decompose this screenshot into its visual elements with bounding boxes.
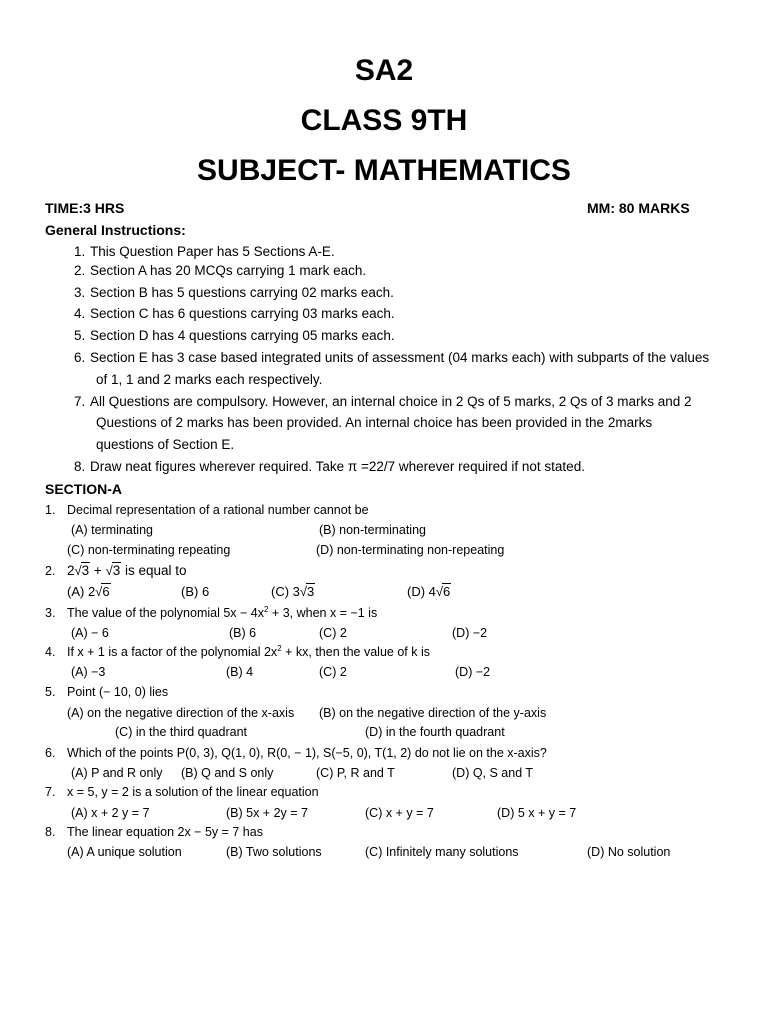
option-c: (C) 2	[319, 665, 347, 679]
max-marks-label: MM: 80 MARKS	[587, 200, 690, 216]
instruction-text-cont: questions of Section E.	[96, 437, 235, 452]
sqrt-expression: √3	[105, 563, 121, 578]
instruction-number: 2.	[74, 263, 86, 278]
paper-title-subject: SUBJECT- MATHEMATICS	[197, 154, 571, 187]
option-a: (A) on the negative direction of the x-axis	[67, 706, 295, 720]
question-number: 6.	[45, 746, 56, 760]
question-number: 2.	[45, 564, 56, 578]
instruction-number: 1.	[74, 244, 86, 259]
option-b: (B) on the negative direction of the y-axis	[319, 706, 547, 720]
option-c: (C) 2	[319, 626, 347, 640]
instruction-number: 4.	[74, 306, 86, 321]
instruction-text: Section B has 5 questions carrying 02 marks each.	[90, 285, 394, 300]
option-d: (D) Q, S and T	[452, 766, 534, 780]
sqrt-expression: √3	[74, 563, 90, 578]
option-b: (B) 6	[181, 584, 210, 599]
option-a: (A) −3	[71, 665, 106, 679]
instructions-heading: General Instructions:	[45, 222, 186, 238]
option-b: (B) 4	[226, 665, 254, 679]
option-a: (A) P and R only	[71, 766, 163, 780]
question-number: 3.	[45, 606, 56, 620]
instruction-text: Section E has 3 case based integrated units of assessment (04 marks each) with subparts of the values	[90, 350, 710, 365]
option-d: (D) non-terminating non-repeating	[316, 543, 505, 557]
question-text: 2√3 + √3 is equal to	[67, 563, 187, 578]
time-label: TIME:3 HRS	[45, 200, 125, 216]
section-a-heading: SECTION-A	[45, 481, 122, 497]
question-number: 7.	[45, 785, 56, 799]
option-a: (A) 2√6	[67, 584, 110, 599]
option-d: (D) in the fourth quadrant	[365, 725, 505, 739]
instruction-text-cont: Questions of 2 marks has been provided. An internal choice has been provided in the 2marks	[96, 415, 653, 430]
option-d: (D) No solution	[587, 845, 671, 859]
instruction-number: 5.	[74, 328, 86, 343]
option-b: (B) Two solutions	[226, 845, 322, 859]
instruction-text: Section A has 20 MCQs carrying 1 mark each.	[90, 263, 367, 278]
paper-title-class: CLASS 9TH	[300, 104, 468, 137]
option-b: (B) Q and S only	[181, 766, 274, 780]
option-b: (B) non-terminating	[319, 523, 426, 537]
question-text: Decimal representation of a rational number cannot be	[67, 503, 369, 517]
option-a: (A) x + 2 y = 7	[71, 806, 150, 820]
option-a: (A) terminating	[71, 523, 153, 537]
instruction-text: All Questions are compulsory. However, an internal choice in 2 Qs of 5 marks, 2 Qs of 3 marks and 2	[90, 394, 692, 409]
instruction-text: Section D has 4 questions carrying 05 marks each.	[90, 328, 395, 343]
instruction-number: 6.	[74, 350, 86, 365]
instruction-text: Section C has 6 questions carrying 03 marks each.	[90, 306, 395, 321]
instruction-text: This Question Paper has 5 Sections A-E.	[90, 244, 335, 259]
option-c: (C) non-terminating repeating	[67, 543, 231, 557]
instruction-number: 3.	[74, 285, 86, 300]
option-b: (B) 6	[229, 626, 257, 640]
question-number: 5.	[45, 685, 56, 699]
instruction-number: 8.	[74, 459, 86, 474]
instruction-text-cont: of 1, 1 and 2 marks each respectively.	[96, 372, 323, 387]
question-number: 8.	[45, 825, 56, 839]
option-d: (D) 5 x + y = 7	[497, 806, 577, 820]
option-c: (C) Infinitely many solutions	[365, 845, 519, 859]
option-d: (D) −2	[455, 665, 491, 679]
option-c: (C) in the third quadrant	[115, 725, 248, 739]
option-d: (D) 4√6	[407, 584, 451, 599]
option-d: (D) −2	[452, 626, 488, 640]
instruction-number: 7.	[74, 394, 86, 409]
option-c: (C) x + y = 7	[365, 806, 434, 820]
question-text: If x + 1 is a factor of the polynomial $2x^2$ + kx, then the value of k is	[67, 643, 430, 659]
option-c: (C) P, R and T	[316, 766, 395, 780]
instruction-text: Draw neat figures wherever required. Take π =22/7 wherever required if not stated.	[90, 459, 585, 474]
option-a: (A) A unique solution	[67, 845, 182, 859]
question-text: The value of the polynomial $5x - 4x^2 + 3$, when x = −1 is	[67, 604, 378, 620]
question-text: x = 5, y = 2 is a solution of the linear equation	[67, 785, 319, 799]
option-a: (A) − 6	[71, 626, 109, 640]
question-number: 1.	[45, 503, 56, 517]
question-text: The linear equation 2x − 5y = 7 has	[67, 825, 263, 839]
question-text: Which of the points P(0, 3), Q(1, 0), R(0, − 1), S(−5, 0), T(1, 2) do not lie on the x-axis?	[67, 746, 547, 760]
paper-title-sa2: SA2	[354, 54, 414, 87]
option-b: (B) 5x + 2y = 7	[226, 806, 308, 820]
question-number: 4.	[45, 645, 56, 659]
option-c: (C) 3√3	[271, 584, 315, 599]
question-text: Point (− 10, 0) lies	[67, 685, 169, 699]
